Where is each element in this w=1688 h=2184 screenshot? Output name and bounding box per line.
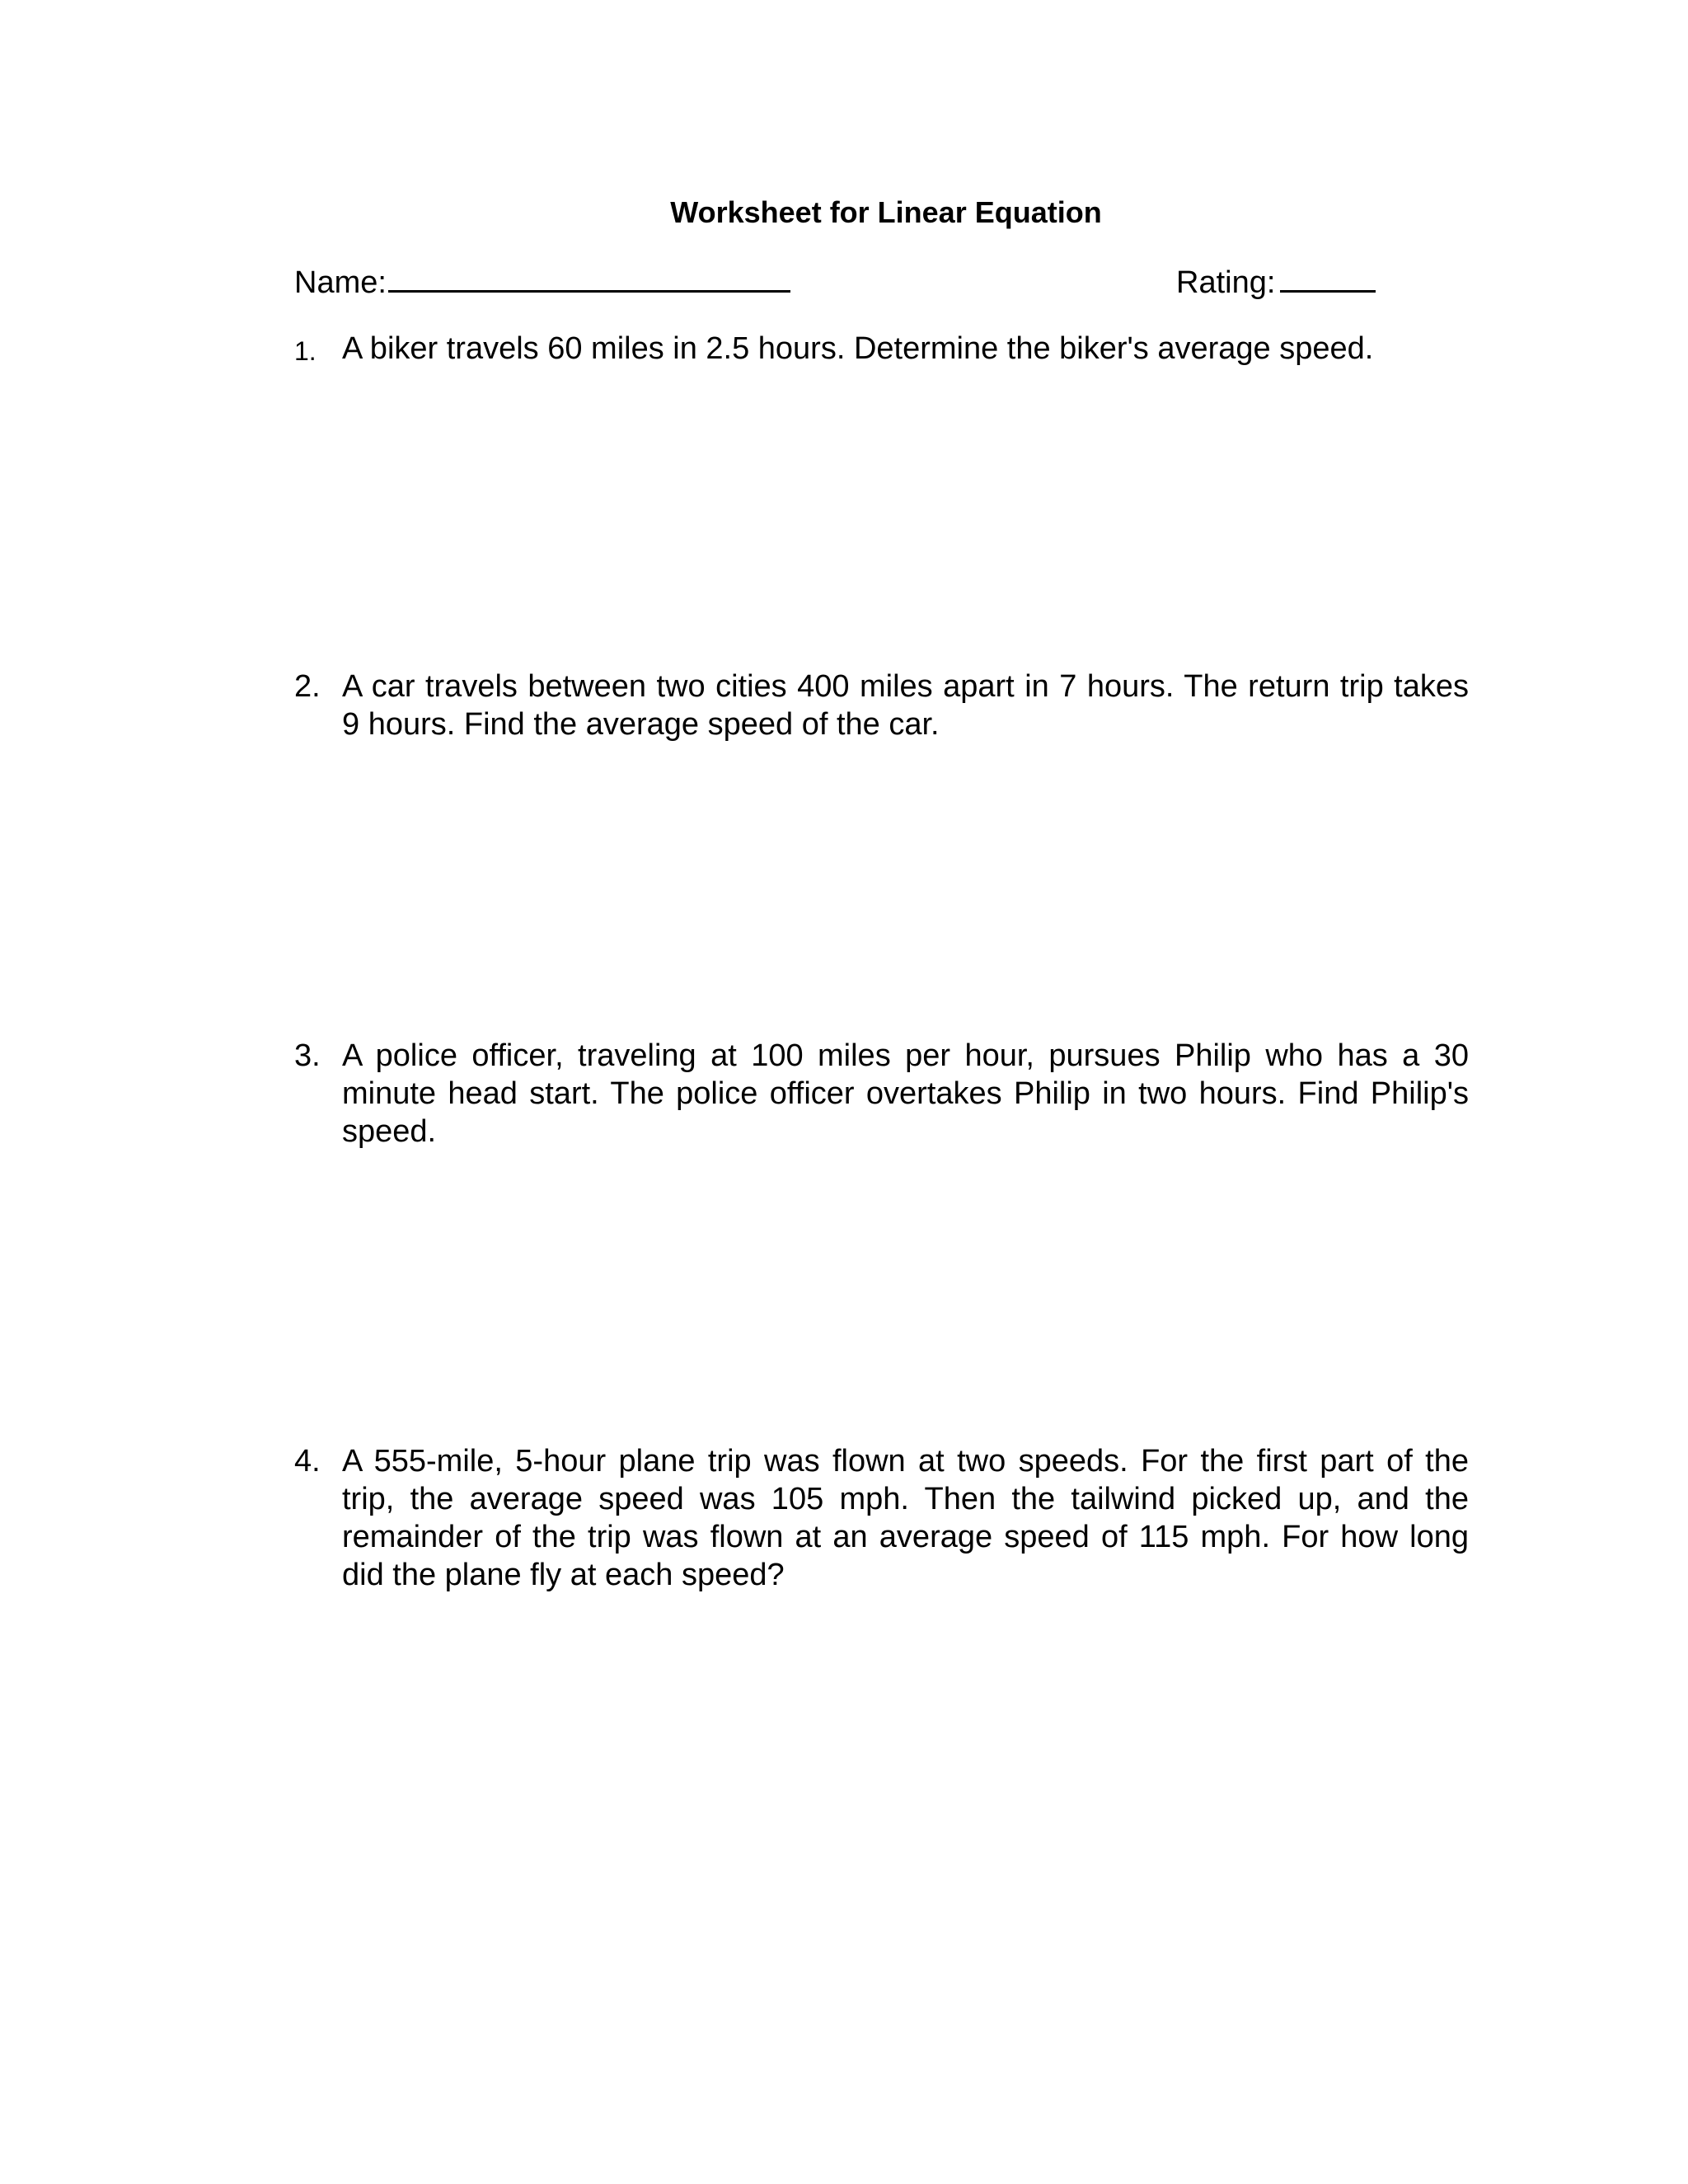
question-1 xyxy=(294,330,1469,368)
question-number: 1. xyxy=(294,336,316,366)
rating-field xyxy=(1176,260,1376,302)
rating-label: Rating: xyxy=(1176,265,1276,300)
question-text: A 555-mile, 5-hour plane trip was flown at two speeds. For the first part of the trip, the average speed was 105 mph. Then the tailwind picked up, and the remainder of the trip was flown at an average speed of 115 mph. For how long did the plane fly at each speed? xyxy=(342,1444,1469,1592)
question-text: A car travels between two cities 400 miles apart in 7 hours. The return trip takes 9 hours. Find the average speed of the car. xyxy=(342,669,1469,742)
question-number: 4. xyxy=(294,1444,321,1479)
name-label: Name: xyxy=(294,265,387,300)
question-text: A police officer, traveling at 100 miles per hour, pursues Philip who has a 30 minute head start. The police officer overtakes Philip in two hours. Find Philip's speed. xyxy=(342,1038,1469,1149)
question-2 xyxy=(294,668,1469,743)
question-number: 3. xyxy=(294,1038,321,1073)
rating-blank-line xyxy=(1280,260,1376,293)
question-3 xyxy=(294,1037,1469,1151)
question-text: A biker travels 60 miles in 2.5 hours. Determine the biker's average speed. xyxy=(342,331,1374,366)
question-4 xyxy=(294,1442,1469,1594)
name-field xyxy=(294,260,790,302)
name-blank-line xyxy=(388,260,790,293)
worksheet-title: Worksheet for Linear Equation xyxy=(670,195,1102,229)
question-number: 2. xyxy=(294,669,321,704)
